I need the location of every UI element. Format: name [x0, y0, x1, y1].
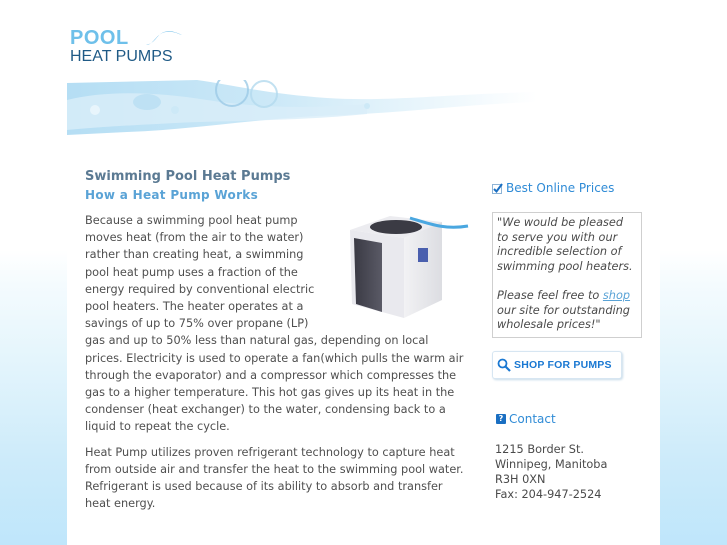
address-line-1: 1215 Border St.	[495, 442, 584, 456]
wave-icon	[144, 29, 184, 47]
paragraph-1: Because a swimming pool heat pump moves heat (from the air to the water) rather than creating heat, a swimming pool heat pump uses a fraction of the energy required by conventional electric pool heaters. The heater operates at a savings of up to 75% over propane (LP) gas and up to 50% less than natural gas, depending on local prices. Electricity is used to operate a fan(which pulls the warm air through the evaporator) and a compressor which compresses the gas to a higher temperature. This hot gas gives up its heat in the condenser (heat exchanger) to the water, condensing back to a liquid to repeat the cycle.	[85, 214, 464, 434]
page-subtitle: How a Heat Pump Works	[85, 188, 259, 202]
address-line-2: Winnipeg, Manitoba	[495, 457, 608, 471]
checkbox-icon	[492, 183, 503, 194]
sidebar	[492, 180, 642, 502]
quote-text-2-before: Please feel free to	[497, 288, 603, 302]
address-line-3: R3H 0XN	[495, 472, 546, 486]
paragraph-2: Heat Pump utilizes proven refrigerant technology to capture heat from outside air and transfer the heat to the swimming pool water. Refrigerant is used because of its ability to absorb and transfer heat energy.	[85, 445, 464, 511]
site-logo[interactable]	[70, 28, 190, 68]
search-icon	[497, 358, 511, 372]
page-title: Swimming Pool Heat Pumps	[85, 169, 291, 184]
heat-pump-unit-image	[330, 208, 470, 320]
help-icon: ?	[496, 414, 506, 424]
shop-for-pumps-button[interactable]	[492, 351, 622, 379]
main-content	[85, 168, 465, 520]
best-prices-label: Best Online Prices	[506, 181, 615, 195]
contact-label: Contact	[509, 411, 556, 426]
shop-for-pumps-label: SHOP FOR PUMPS	[514, 358, 612, 371]
shop-link[interactable]: shop	[602, 288, 631, 302]
quote-box	[492, 212, 642, 338]
fax-line: Fax: 204-947-2524	[495, 487, 602, 501]
logo-pool-text: POOL	[70, 27, 129, 49]
quote-text-2	[497, 289, 637, 333]
water-splash-banner	[67, 80, 537, 135]
contact-address	[495, 442, 642, 502]
logo-heat-pumps-text: HEAT PUMPS	[70, 48, 173, 65]
contact-heading[interactable]	[496, 411, 642, 428]
quote-text-1: "We would be pleased to serve you with our incredible selection of swimming pool heaters.	[497, 216, 633, 273]
best-prices-heading	[492, 180, 642, 197]
quote-text-2-after: our site for outstanding wholesale prices!"	[497, 303, 630, 332]
